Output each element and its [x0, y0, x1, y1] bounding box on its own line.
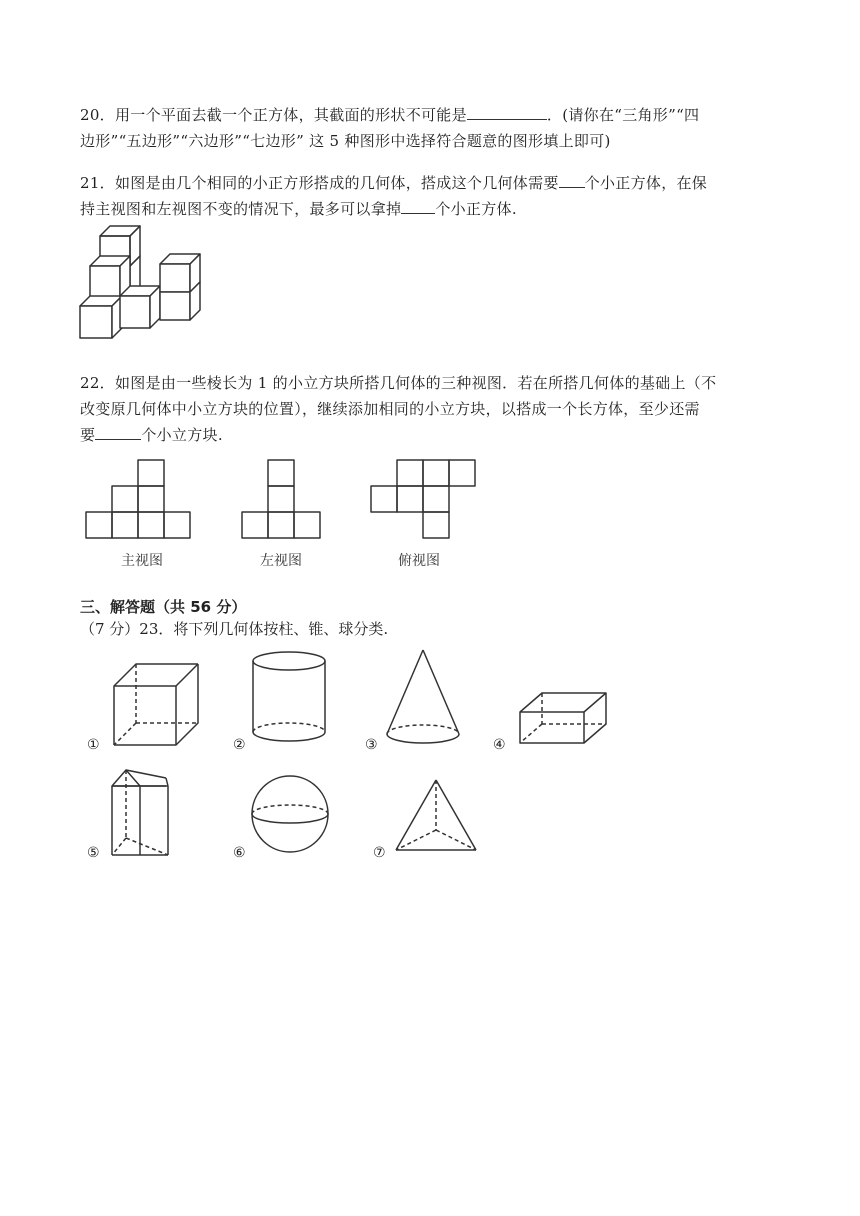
q21-line1-a: 21．如图是由几个相同的小正方形搭成的几何体，搭成这个几何体需要: [80, 174, 559, 192]
q22-caption-front-view: 主视图: [121, 553, 163, 569]
q20-line1-a: 20．用一个平面去截一个正方体，其截面的形状不可能是: [80, 106, 467, 124]
solid-6-sphere-figure: [252, 776, 328, 852]
q22-top-view-figure: [371, 460, 475, 538]
q21-cube-stack-figure: [80, 226, 200, 338]
q22-line3-a: 要: [80, 426, 96, 444]
solid-2-cylinder-figure: [253, 652, 325, 741]
q20-line1-b: ．(请你在“三角形”“四: [546, 106, 700, 124]
q22-front-view-figure: [86, 460, 190, 538]
q20-line2: 边形”“五边形”“六边形”“七边形” 这 5 种图形中选择符合题意的图形填上即可): [80, 132, 611, 150]
q22-caption-left-view: 左视图: [260, 553, 302, 569]
solid-label-5: ⑤: [87, 845, 100, 861]
solid-1-cube-figure: [114, 664, 198, 745]
solid-label-4: ④: [493, 737, 506, 753]
section-3-title: 三、解答题（共 56 分）: [80, 598, 247, 616]
solid-label-1: ①: [87, 737, 100, 753]
solid-7-pyramid-figure: [396, 780, 476, 850]
q22-line2: 改变原几何体中小立方块的位置），继续添加相同的小立方块，以搭成一个长方体，至少还需: [80, 400, 700, 418]
solid-3-cone-figure: [387, 650, 459, 743]
q22-caption-top-view: 俯视图: [398, 553, 440, 569]
q22-left-view-figure: [242, 460, 320, 538]
solid-5-prism-figure: [112, 770, 168, 855]
solid-label-7: ⑦: [373, 845, 386, 861]
q23-text: （7 分）23．将下列几何体按柱、锥、球分类.: [80, 620, 389, 638]
q21-line2-a: 持主视图和左视图不变的情况下，最多可以拿掉: [80, 200, 402, 218]
solid-4-box-figure: [520, 693, 606, 743]
solid-label-2: ②: [233, 737, 246, 753]
q22-line3-b: 个小立方块.: [141, 426, 223, 444]
q22-line1: 22．如图是由一些棱长为 1 的小立方块所搭几何体的三种视图．若在所搭几何体的基础上（不: [80, 374, 717, 392]
q21-line2-b: 个小正方体.: [435, 200, 517, 218]
q21-line1-b: 个小正方体，在保: [584, 174, 708, 192]
solid-label-6: ⑥: [233, 845, 246, 861]
solid-label-3: ③: [365, 737, 378, 753]
